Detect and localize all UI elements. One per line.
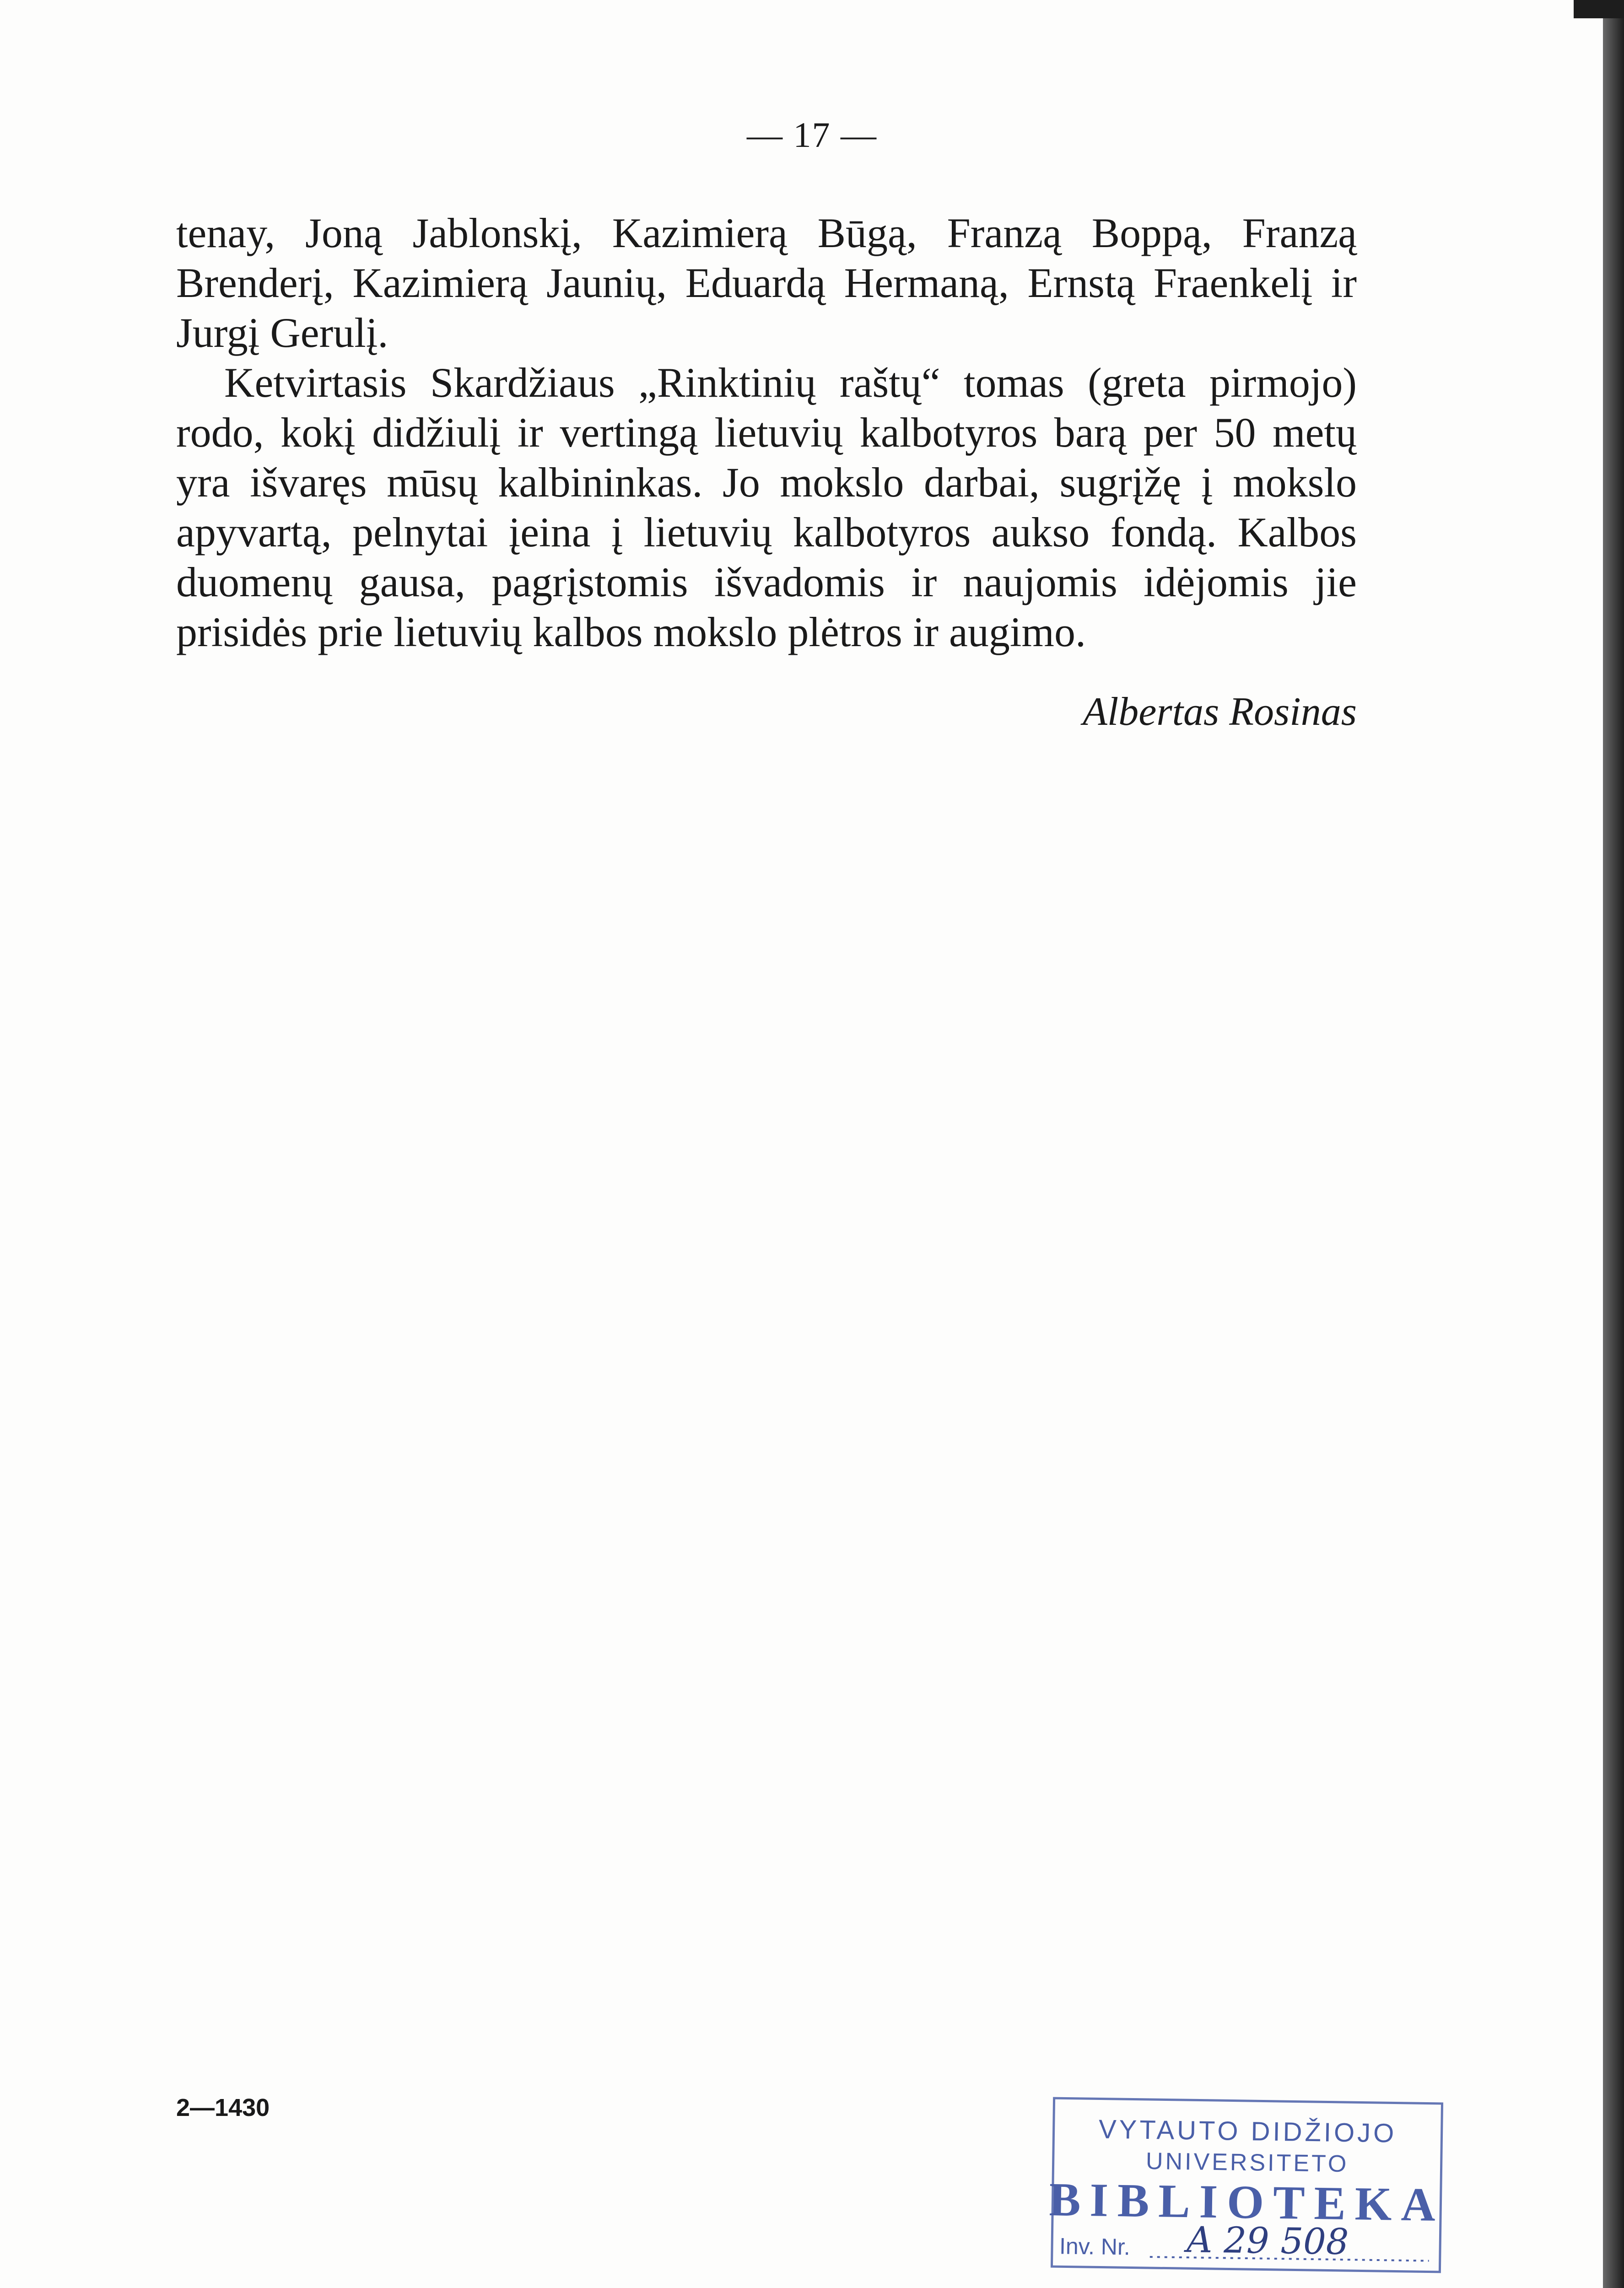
stamp-line-1: VYTAUTO DIDŽIOJO bbox=[1098, 2114, 1397, 2148]
author-signature: Albertas Rosinas bbox=[1083, 690, 1357, 734]
stamp-inv-number: A 29 508 bbox=[1186, 2219, 1349, 2263]
scan-corner-shadow bbox=[1574, 0, 1624, 18]
library-stamp bbox=[1049, 2095, 1445, 2275]
printer-signature-mark: 2—1430 bbox=[176, 2094, 270, 2121]
stamp-inv-label: Inv. Nr. bbox=[1059, 2233, 1131, 2260]
paragraph-2: Ketvirtasis Skardžiaus „Rinktinių raštų“ tomas (greta pirmojo) rodo, kokį didžiulį ir vertingą lietuvių kalbotyros barą per 50 metų yra išvaręs mūsų kalbininkas. Jo mokslo darbai, sugrįžę į mokslo apyvartą, pelnytai įeina į lietuvių kalbotyros aukso fondą. Kalbos duomenų gausa, pagrįstomis išvadomis ir naujomis idėjomis jie prisidės prie lietuvių kalbos mokslo plėtros ir augimo. bbox=[176, 359, 1357, 655]
scan-page-edge bbox=[1603, 0, 1624, 2288]
stamp-line-3: BIBLIOTEKA bbox=[1049, 2173, 1445, 2232]
library-stamp-graphic bbox=[1049, 2095, 1445, 2275]
stamp-line-2: UNIVERSITETO bbox=[1145, 2148, 1349, 2178]
page-number: — 17 — bbox=[747, 115, 877, 155]
body-text bbox=[176, 208, 1357, 657]
paragraph-1: tenay, Joną Jablonskį, Kazimierą Būgą, Franzą Boppą, Franzą Brenderį, Kazimierą Jaunių, Eduardą Hermaną, Ernstą Fraenkelį ir Jurgį Gerulį. bbox=[176, 210, 1357, 356]
